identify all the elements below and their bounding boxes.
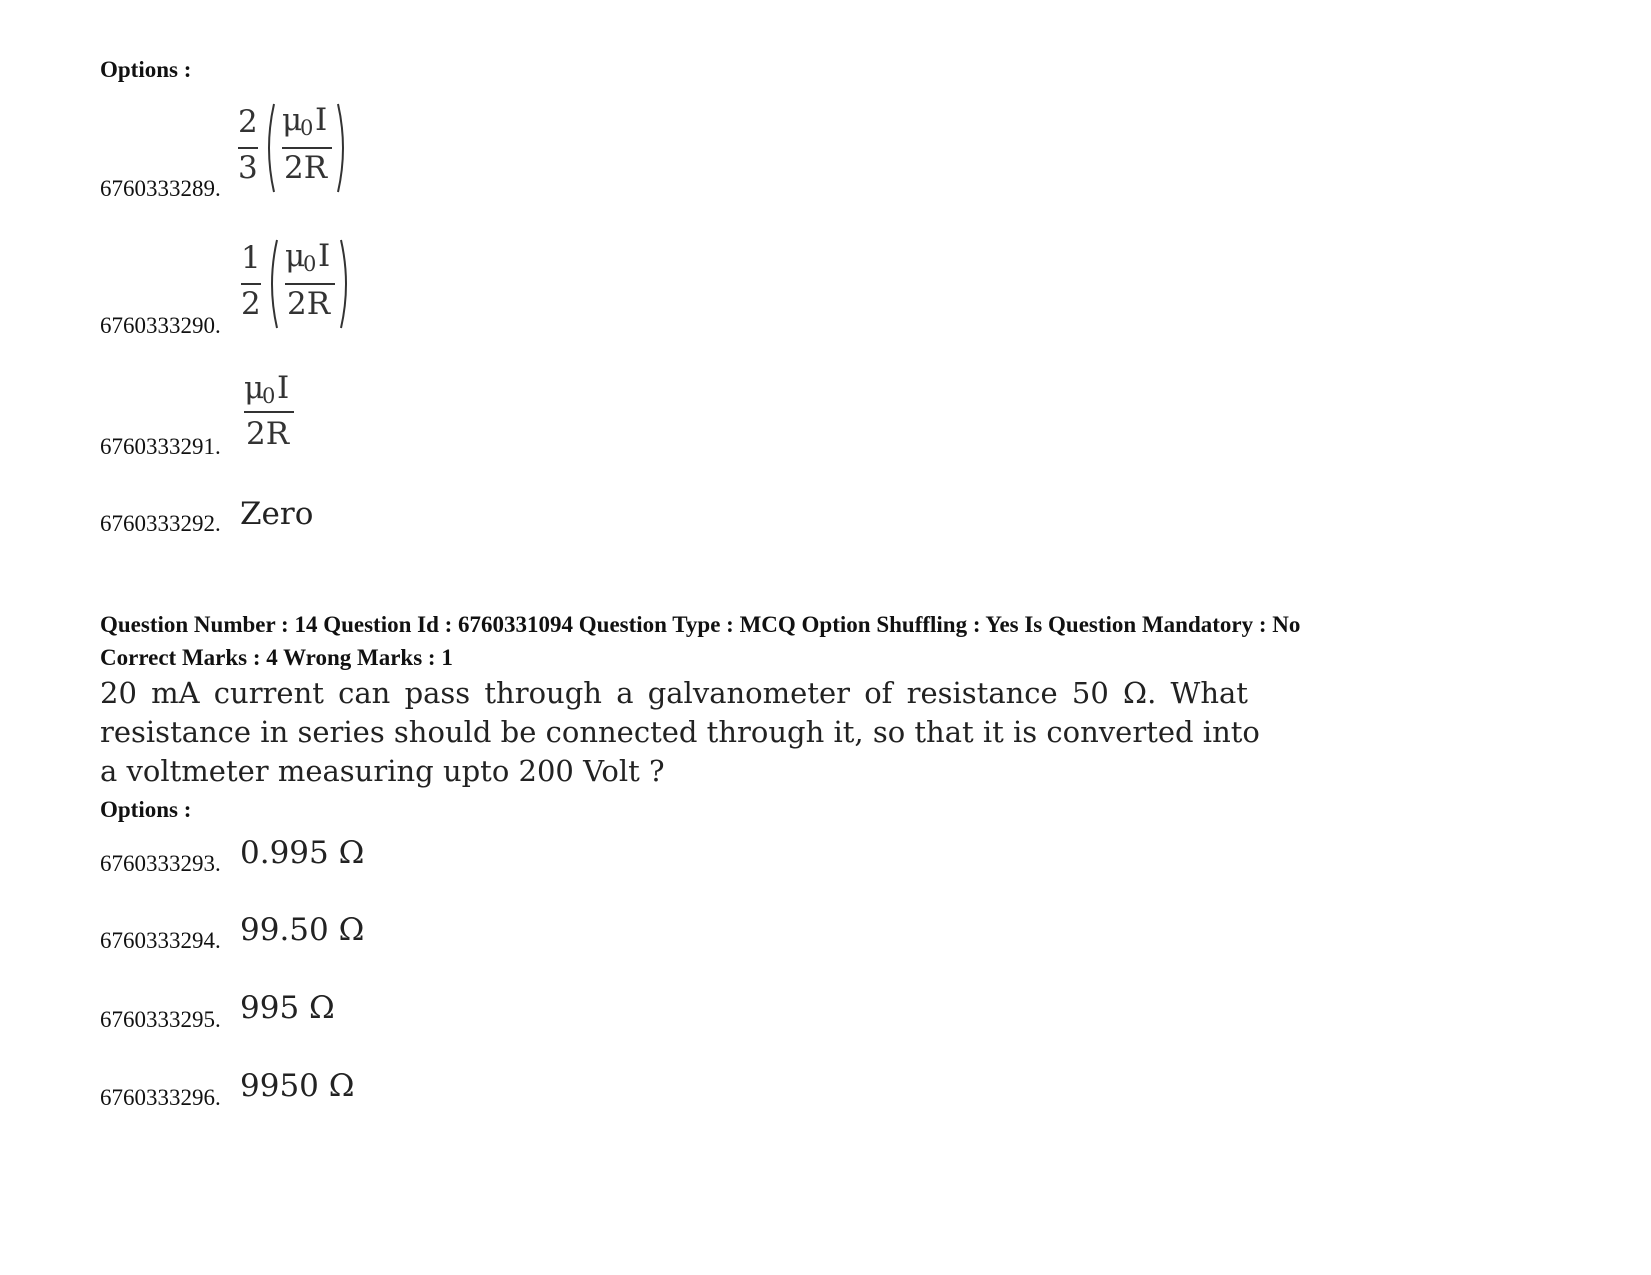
fraction-bar xyxy=(241,283,261,285)
option-formula xyxy=(234,100,364,200)
mu-subscript: 0 xyxy=(262,384,276,408)
coefficient-denominator: 2 xyxy=(241,286,261,322)
coefficient-numerator: 1 xyxy=(241,240,261,276)
option-id: 6760333289. xyxy=(100,176,221,201)
fraction-bar xyxy=(244,411,294,413)
current-symbol: I xyxy=(315,102,328,138)
question-text-line: a voltmeter measuring upto 200 Volt ? xyxy=(100,754,665,788)
option-id: 6760333294. xyxy=(100,928,221,953)
mu-symbol: μ xyxy=(282,102,303,138)
option-id: 6760333291. xyxy=(100,434,221,459)
fraction-denominator: 2R xyxy=(246,416,290,452)
option-formula xyxy=(237,236,367,336)
options-label: Options : xyxy=(100,797,192,822)
question-marks: Correct Marks : 4 Wrong Marks : 1 xyxy=(100,645,453,670)
fraction-bar xyxy=(285,283,335,285)
mu-subscript: 0 xyxy=(300,116,314,140)
mu-subscript: 0 xyxy=(303,252,317,276)
fraction-denominator: 2R xyxy=(287,286,331,322)
question-text-line: resistance in series should be connected through it, so that it is converted into xyxy=(100,715,1260,749)
question-text-line: 20 mA current can pass through a galvanometer of resistance 50 Ω. What xyxy=(100,676,1248,710)
option-id: 6760333292. xyxy=(100,511,221,536)
option-text: Zero xyxy=(240,496,314,532)
current-symbol: I xyxy=(277,370,290,406)
current-symbol: I xyxy=(318,238,331,274)
fraction-denominator: 2R xyxy=(284,150,328,186)
option-formula xyxy=(244,368,314,458)
left-parenthesis-icon xyxy=(267,238,279,330)
option-id: 6760333290. xyxy=(100,313,221,338)
option-text: 0.995 Ω xyxy=(240,835,365,871)
fraction-bar xyxy=(282,147,332,149)
right-parenthesis-icon xyxy=(339,238,351,330)
option-text: 99.50 Ω xyxy=(240,912,365,948)
coefficient-numerator: 2 xyxy=(238,104,258,140)
option-id: 6760333293. xyxy=(100,851,221,876)
option-text: 995 Ω xyxy=(240,990,335,1026)
option-text: 9950 Ω xyxy=(240,1068,355,1104)
left-parenthesis-icon xyxy=(264,102,276,194)
mu-symbol: μ xyxy=(244,370,265,406)
mu-symbol: μ xyxy=(285,238,306,274)
fraction-bar xyxy=(238,147,258,149)
right-parenthesis-icon xyxy=(336,102,348,194)
coefficient-denominator: 3 xyxy=(238,150,258,186)
options-label: Options : xyxy=(100,57,192,82)
option-id: 6760333296. xyxy=(100,1085,221,1110)
question-meta: Question Number : 14 Question Id : 6760331094 Question Type : MCQ Option Shuffling : Yes Is Question Mandatory : No xyxy=(100,612,1301,637)
option-id: 6760333295. xyxy=(100,1007,221,1032)
